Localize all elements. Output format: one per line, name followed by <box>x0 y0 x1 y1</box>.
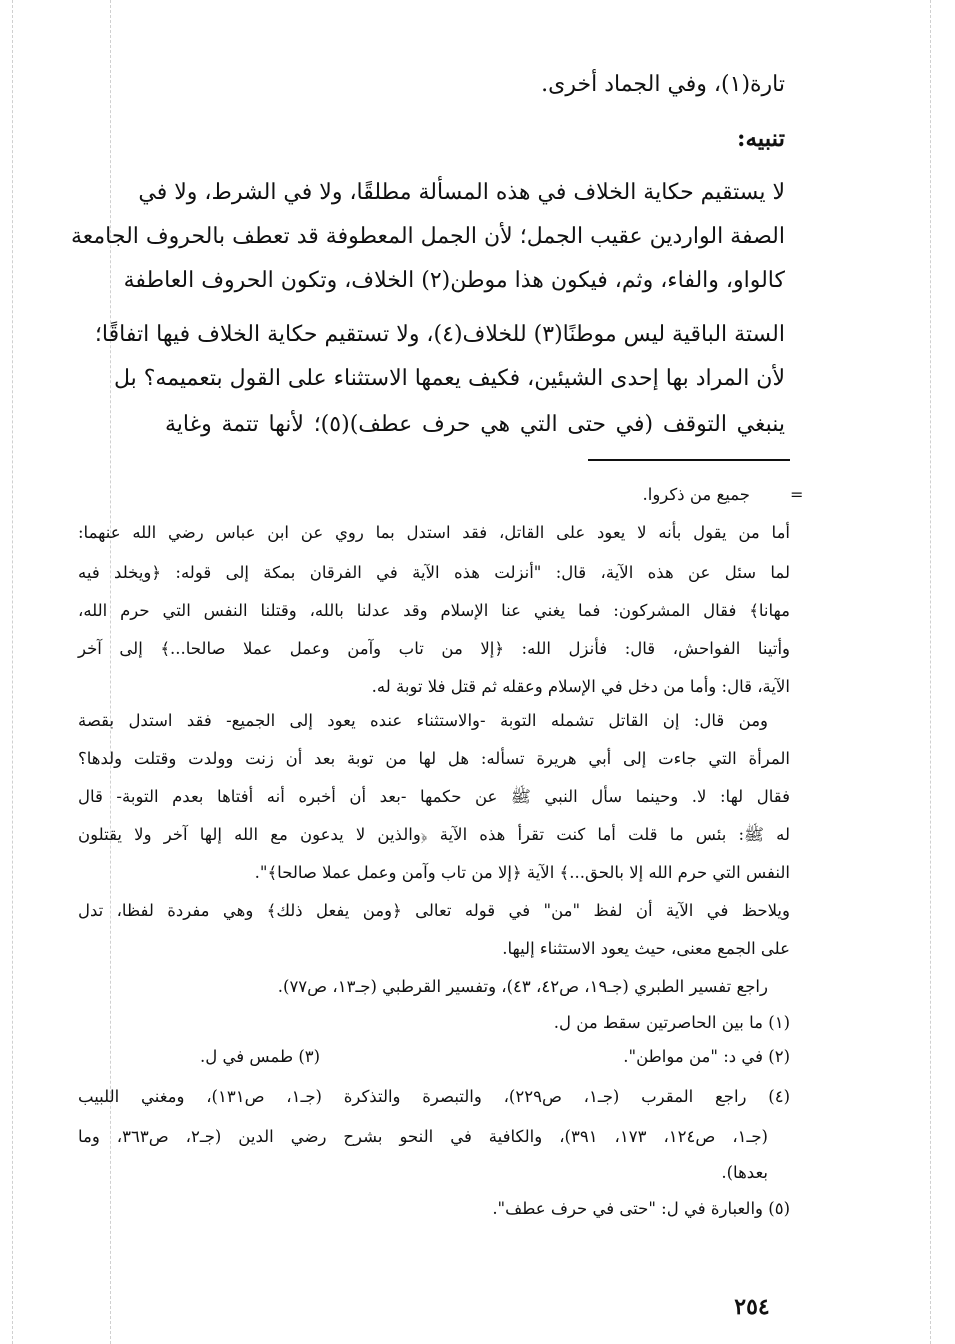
footnote-row-2-3 <box>200 1044 790 1070</box>
footnote-5: (٥) والعبارة في ل: "حتى في حرف عطف". <box>492 1199 790 1218</box>
footnote-line: وأتينا الفواحش، قال: فأنزل الله: ﴿إلا من تاب وآمن وعمل عملا صالحا...﴾ إلى آخر <box>78 639 790 658</box>
footnote-line: ويلاحظ في الآية أن لفظ "من" في قوله تعالى ﴿ومن يفعل ذلك﴾ وهي مفردة لفظا، تدل <box>78 901 790 920</box>
footnote-line: لما سئل عن هذه الآية، قال: "أنزلت هذه الآية في الفرقان بمكة إلى قوله: ﴿ويخلد فيه <box>78 563 790 582</box>
footnote-continuation-mark: = <box>790 485 804 504</box>
footnote-4-continued: بعدها). <box>721 1163 768 1182</box>
main-text-line: تارة(١)، وفي الجماد أخرى. <box>541 72 785 97</box>
footnote-1: (١) ما بين الحاصرتين سقط من ل. <box>553 1013 790 1032</box>
footnote-line: المرأة التي جاءت إلى أبي هريرة تسأله: هل لها من توبة بعد أن زنت وولدت وقتلت ولدها؟ <box>78 749 790 768</box>
footnote-line: مهانا﴾ فقال المشركون: فما يغني عنا الإسلام وقد عدلنا بالله، وقتلنا النفس التي حرم الله، <box>78 601 790 620</box>
section-heading: تنبيه: <box>736 125 785 152</box>
footnote-line: جميع من ذكروا. <box>642 485 750 504</box>
footnote-line: راجع تفسير الطبري (جـ١٩، ص٤٢، ٤٣)، وتفسير القرطبي (جـ١٣، ص٧٧). <box>277 977 768 996</box>
footnote-line: فقال لها: لا. وحينما سأل النبي ﷺ عن حكمها -بعد أن أخبره أنه أفتاها بعدم التوبة- قال <box>78 787 790 806</box>
footnote-line: ومن قال: إن القاتل تشمله التوبة -والاستثناء عنده يعود إلى الجميع- فقد استدل بقصة <box>78 711 768 730</box>
scan-guide-line <box>930 0 931 1344</box>
footnote-line: على الجمع معنى، حيث يعود الاستثناء إليها. <box>502 939 790 958</box>
footnote-4-continued: (جـ١، ص١٢٤، ١٧٣، ٣٩١)، والكافية في النحو بشرح رضي الدين (جـ٢، ص٣٦٣، وما <box>78 1127 768 1146</box>
footnote-separator <box>588 459 790 461</box>
footnote-line: أما من يقول بأنه لا يعود على القاتل، فقد استدل بما روي عن ابن عباس رضي الله عنهما: <box>78 523 790 542</box>
main-text-line: ينبغي التوقف (في حتى التي هي حرف عطف)(٥)؛ لأنها تتمة وغاية <box>165 412 785 437</box>
footnote-2: (٢) في د: "من مواطن". <box>623 1047 790 1066</box>
footnote-line: له ﷺ: بئس ما قلت أما كنت تقرأ هذه الآية ﴿والذين لا يدعون مع الله إلها آخر ولا يقتلون <box>78 825 790 844</box>
scan-guide-line <box>12 0 13 1344</box>
main-text-line: كالواو، والفاء، وثم، فيكون هذا موطن(٢) الخلاف، وتكون الحروف العاطفة <box>123 268 785 293</box>
footnote-line: الآية، قال: وأما من دخل في الإسلام وعقله ثم قتل فلا توبة له. <box>371 677 790 696</box>
footnote-3: (٣) طمس في ل. <box>200 1047 321 1066</box>
main-text-line: لا يستقيم حكاية الخلاف في هذه المسألة مطلقًا، ولا في الشرط، ولا في <box>138 180 785 205</box>
footnote-4: (٤) راجع المقرب (جـ١، ص٢٢٩)، والتبصرة والتذكرة (جـ١، ص١٣١)، ومغني اللبيب <box>78 1087 790 1106</box>
page-number: ٢٥٤ <box>734 1294 770 1320</box>
main-text-line: لأن المراد بها إحدى الشيئين، فكيف يعمها الاستثناء على القول بتعميمه؟ بل <box>113 366 785 391</box>
main-text-line: الصفة الواردين عقيب الجمل؛ لأن الجمل المعطوفة قد تعطف بالحروف الجامعة <box>70 224 785 249</box>
main-text-line: الستة الباقية ليس موطنًا(٣) للخلاف(٤)، ولا تستقيم حكاية الخلاف فيها اتفاقًا؛ <box>94 322 785 347</box>
footnote-line: النفس التي حرم الله إلا بالحق...﴾ الآية ﴿إلا من تاب وآمن وعمل عملا صالحا﴾". <box>254 863 790 882</box>
